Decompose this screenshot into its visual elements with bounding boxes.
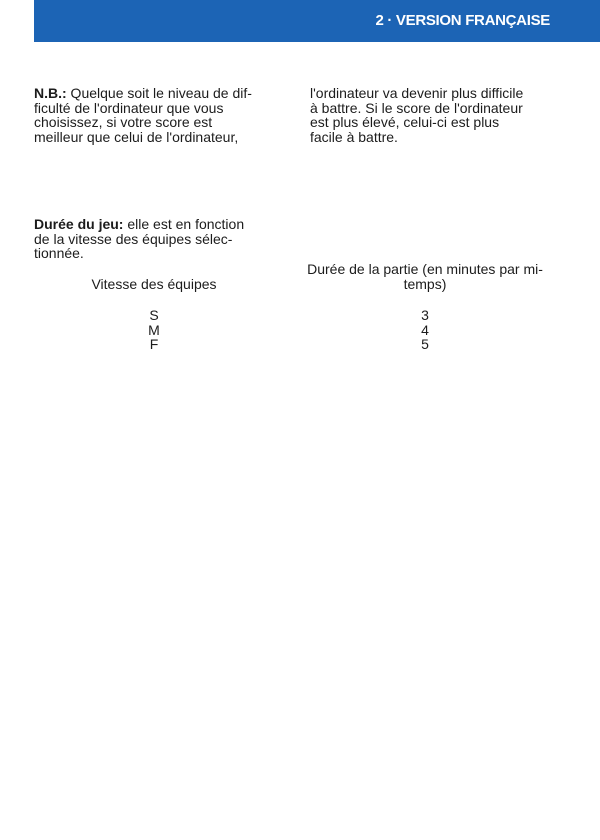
- duree-line-2: de la vitesse des équipes sélec-: [34, 230, 233, 247]
- nb-right-line-3: est plus élevé, celui-ci est plus: [310, 114, 500, 130]
- duree-line-3: tionnée.: [34, 245, 84, 261]
- nb-paragraph-left: [34, 86, 284, 144]
- minutes-value: 5: [421, 336, 429, 352]
- duration-column: [405, 308, 445, 352]
- duree-line-1: [34, 217, 284, 232]
- nb-line-3: choisissez, si votre score est: [34, 114, 213, 130]
- game-duration-paragraph: [34, 217, 284, 261]
- speed-column-header: Vitesse des équipes: [91, 276, 217, 292]
- minutes-value: 3: [421, 307, 429, 323]
- nb-right-line-1: l'ordinateur va devenir plus difficile: [310, 85, 524, 101]
- nb-line-4: meilleur que celui de l'ordinateur,: [34, 128, 239, 145]
- speed-value: S: [149, 307, 159, 323]
- nb-line-1: [34, 86, 284, 101]
- speed-value: M: [148, 321, 160, 338]
- nb-line-1-text: Quelque soit le niveau de dif-: [66, 85, 252, 101]
- speed-value: F: [149, 336, 159, 352]
- duration-column-header: Durée de la partie (en minutes par mi-temps): [307, 261, 543, 292]
- minutes-value: 4: [421, 321, 429, 338]
- section-title: 2 · VERSION FRANÇAISE: [375, 12, 550, 29]
- duree-line-1-text: elle est en fonction: [123, 216, 245, 232]
- nb-right-line-4: facile à battre.: [310, 128, 398, 145]
- header-bar: [34, 0, 600, 42]
- nb-right-line-2: à battre. Si le score de l'ordinateur: [310, 99, 523, 116]
- speed-column: [134, 308, 174, 352]
- nb-line-2: ficulté de l'ordinateur que vous: [34, 99, 224, 116]
- nb-paragraph-right: [310, 86, 570, 144]
- nb-label: N.B.:: [34, 85, 67, 101]
- duree-label: Durée du jeu:: [34, 216, 124, 232]
